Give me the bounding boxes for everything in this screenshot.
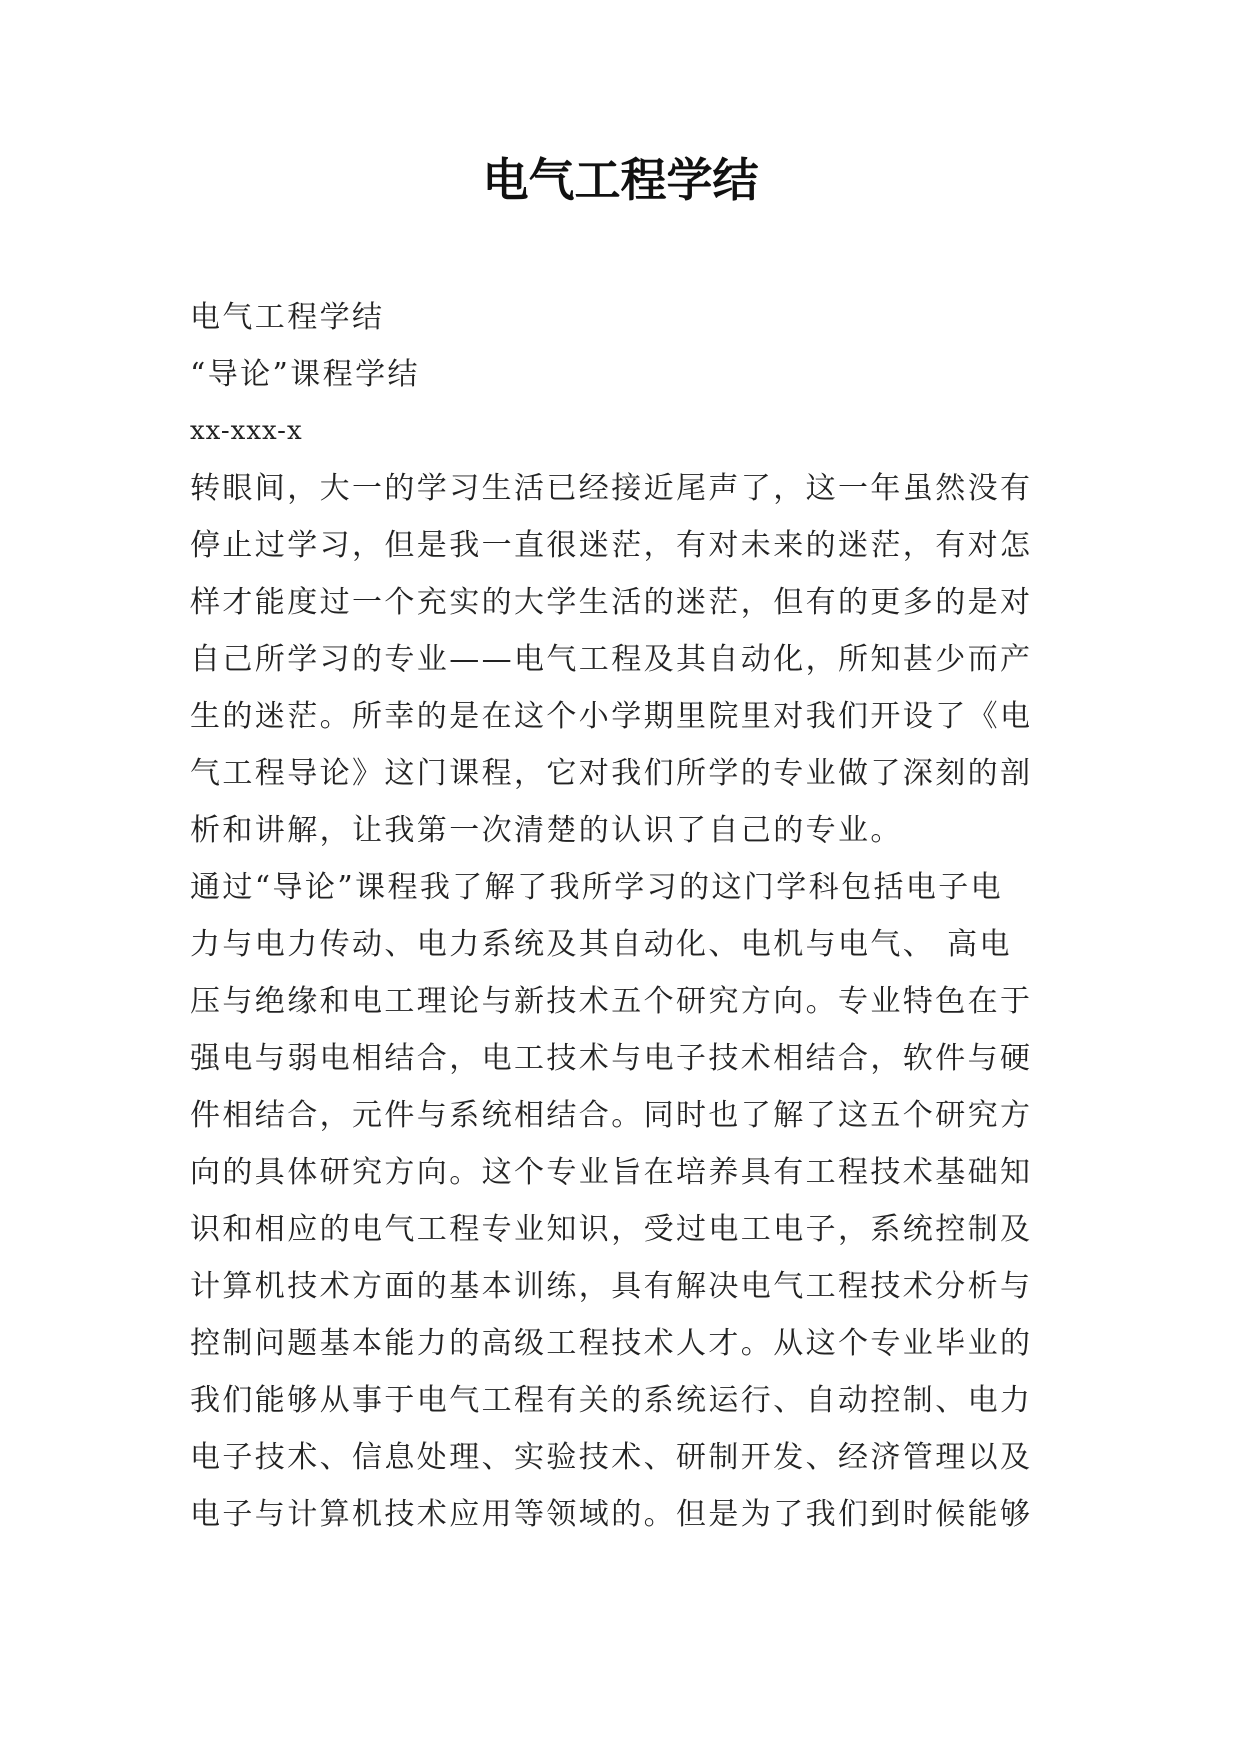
text-line: 停止过学习，但是我一直很迷茫，有对未来的迷茫，有对怎 — [190, 528, 1033, 563]
text-line: 压与绝缘和电工理论与新技术五个研究方向。专业特色在于 — [190, 984, 1033, 1019]
text-line: 识和相应的电气工程专业知识，受过电工电子，系统控制及 — [190, 1212, 1033, 1247]
text-line: 自己所学习的专业——电气工程及其自动化，所知甚少而产 — [190, 642, 1033, 677]
text-line: 强电与弱电相结合，电工技术与电子技术相结合，软件与硬 — [190, 1041, 1033, 1076]
text-line: 析和讲解，让我第一次清楚的认识了自己的专业。 — [190, 813, 903, 848]
text-line: 电子技术、信息处理、实验技术、研制开发、经济管理以及 — [190, 1440, 1033, 1475]
text-line: 电子与计算机技术应用等领域的。但是为了我们到时候能够 — [190, 1497, 1033, 1532]
text-line: 气工程导论》这门课程，它对我们所学的专业做了深刻的剖 — [190, 756, 1033, 791]
text-line-date: xx-xxx-x — [190, 416, 303, 446]
text-line: 通过“导论”课程我了解了我所学习的这门学科包括电子电 — [190, 870, 1004, 905]
text-line: 控制问题基本能力的高级工程技术人才。从这个专业毕业的 — [190, 1326, 1033, 1361]
text-line: 向的具体研究方向。这个专业旨在培养具有工程技术基础知 — [190, 1155, 1033, 1190]
text-line: 力与电力传动、电力系统及其自动化、电机与电气、 高电 — [190, 927, 1012, 962]
text-line: 转眼间，大一的学习生活已经接近尾声了，这一年虽然没有 — [190, 471, 1033, 506]
text-line-subtitle: 电气工程学结 — [190, 300, 385, 335]
document-title: 电气工程学结 — [482, 153, 759, 207]
document-body — [190, 289, 1064, 1543]
text-line: 我们能够从事于电气工程有关的系统运行、自动控制、电力 — [190, 1383, 1033, 1418]
text-line: 样才能度过一个充实的大学生活的迷茫，但有的更多的是对 — [190, 585, 1033, 620]
text-line: 计算机技术方面的基本训练，具有解决电气工程技术分析与 — [190, 1269, 1033, 1304]
text-line-course-title: “导论”课程学结 — [190, 357, 420, 392]
text-line: 件相结合，元件与系统相结合。同时也了解了这五个研究方 — [190, 1098, 1033, 1133]
text-line: 生的迷茫。所幸的是在这个小学期里院里对我们开设了《电 — [190, 699, 1033, 734]
